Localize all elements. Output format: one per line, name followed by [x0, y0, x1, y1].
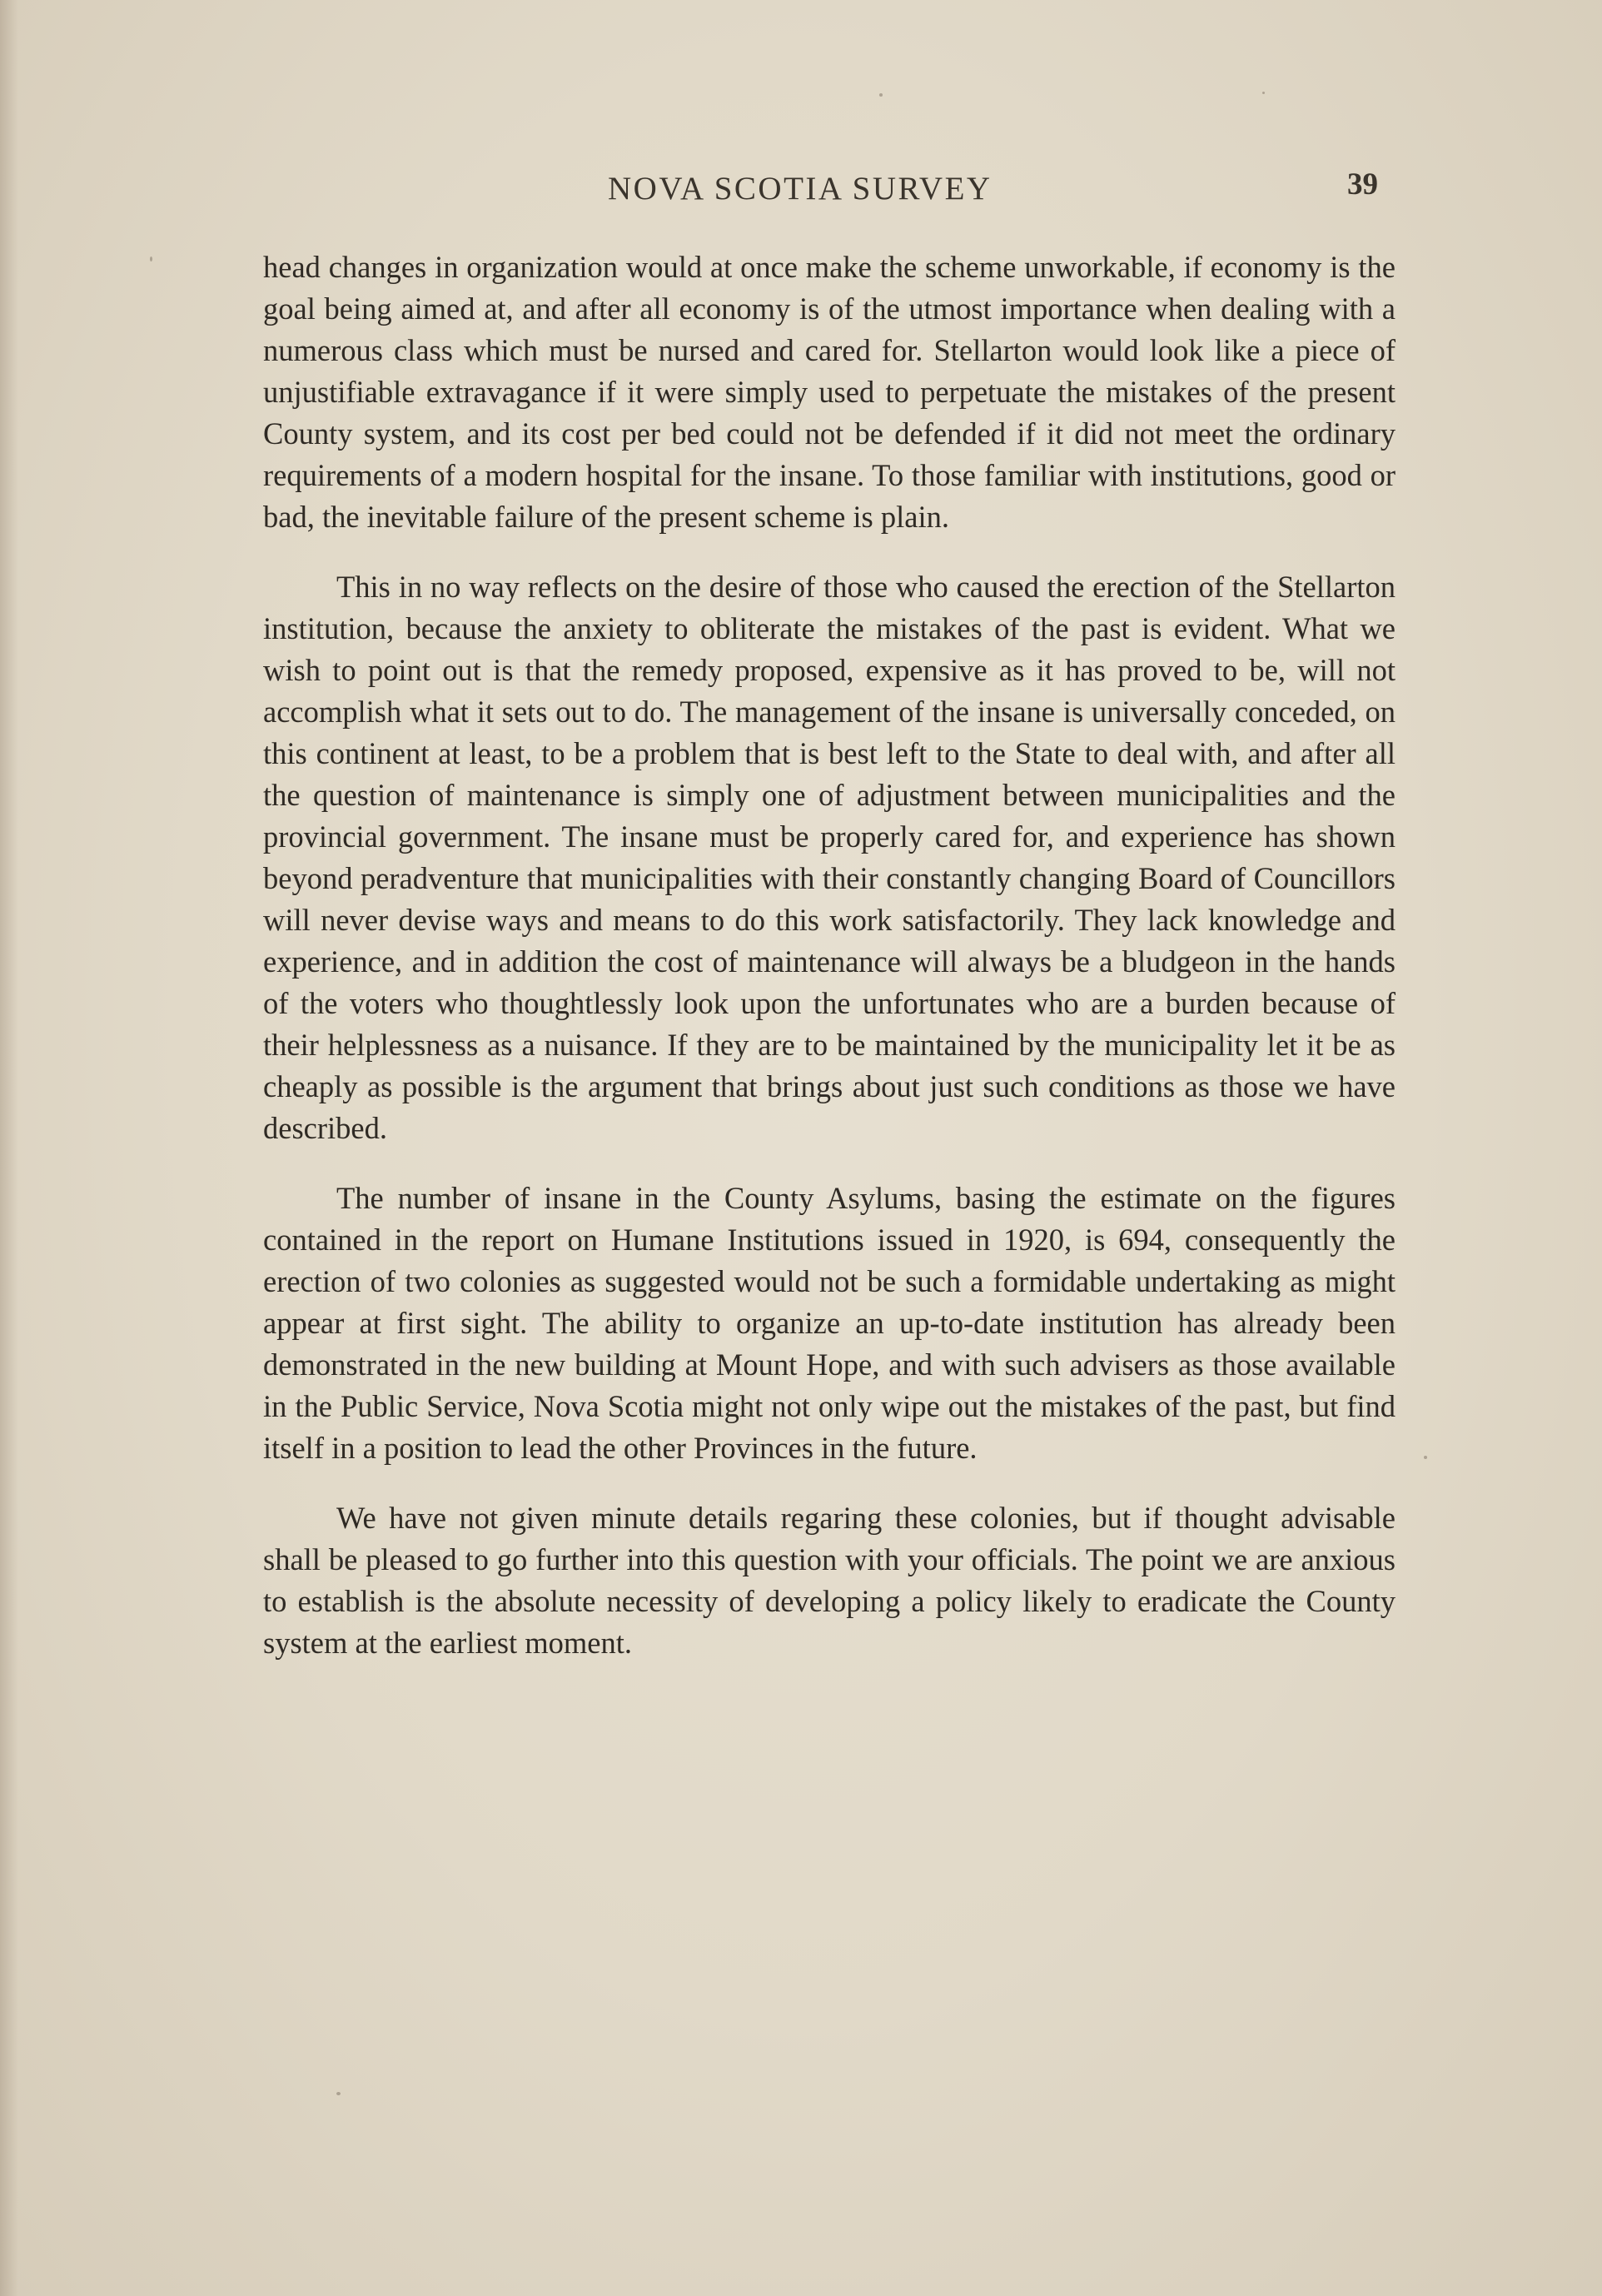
paragraph-number-of-insane: The number of insane in the County Asylums, basing the estimate on the figures contained in the report on Humane Institutions issued in 1920, is 694, consequently the erection of two colonies as suggested would not be such a formidable undertaking as might appear at first sight. The ability to organize an up-to-date institution has already been demonstrated in the new building at Mount Hope, and with such advisers as those available in the Public Service, Nova Scotia might not only wipe out the mistakes of the past, but find itself in a position to lead the other Provinces in the future. [263, 1181, 1396, 1465]
running-header [0, 167, 1602, 217]
paragraph-stellarton-institution: This in no way reflects on the desire of those who caused the erection of the Stellarton institution, because the anxiety to obliterate the mistakes of the past is evident. What we wish to point out is that the remedy proposed, expensive as it has proved to be, will not accomplish what it sets out to do. The management of the insane is universally conceded, on this continent at least, to be a problem that is best left to the State to deal with, and after all the question of maintenance is simply one of adjustment between municipalities and the provincial government. The insane must be properly cared for, and experience has shown beyond peradventure that municipalities with their constantly changing Board of Councillors will never devise ways and means to do this work satisfactorily. They lack knowledge and experience, and in addition the cost of maintenance will always be a bludgeon in the hands of the voters who thoughtlessly look upon the unfortunates who are a burden because of their helplessness as a nuisance. If they are to be maintained by the municipality let it be as cheaply as possible is the argument that brings about just such conditions as those we have described. [263, 570, 1396, 1145]
paper-speck [1262, 92, 1265, 94]
paper-speck [336, 2092, 341, 2095]
paragraph-colonies-details: We have not given minute details regaring these colonies, but if thought advisable shall be pleased to go further into this question with your officials. The point we are anxious to establish is the absolute necessity of developing a policy likely to eradicate the County system at the earliest moment. [263, 1501, 1396, 1660]
paper-speck [879, 93, 883, 97]
page-number: 39 [1347, 167, 1378, 202]
paper-speck [150, 256, 152, 261]
paper-speck [1424, 1456, 1427, 1459]
running-title: NOVA SCOTIA SURVEY [608, 171, 993, 207]
body-text [263, 247, 1396, 1692]
paragraph-continued: head changes in organization would at once make the scheme unworkable, if economy is the goal being aimed at, and after all economy is of the utmost importance when dealing with a numerous class which must be nursed and cared for. Stellarton would look like a piece of unjustifiable extravagance if it were simply used to perpetuate the mistakes of the present County system, and its cost per bed could not be defended if it did not meet the ordinary requirements of a modern hospital for the insane. To those familiar with institutions, good or bad, the inevitable failure of the present scheme is plain. [263, 250, 1396, 534]
